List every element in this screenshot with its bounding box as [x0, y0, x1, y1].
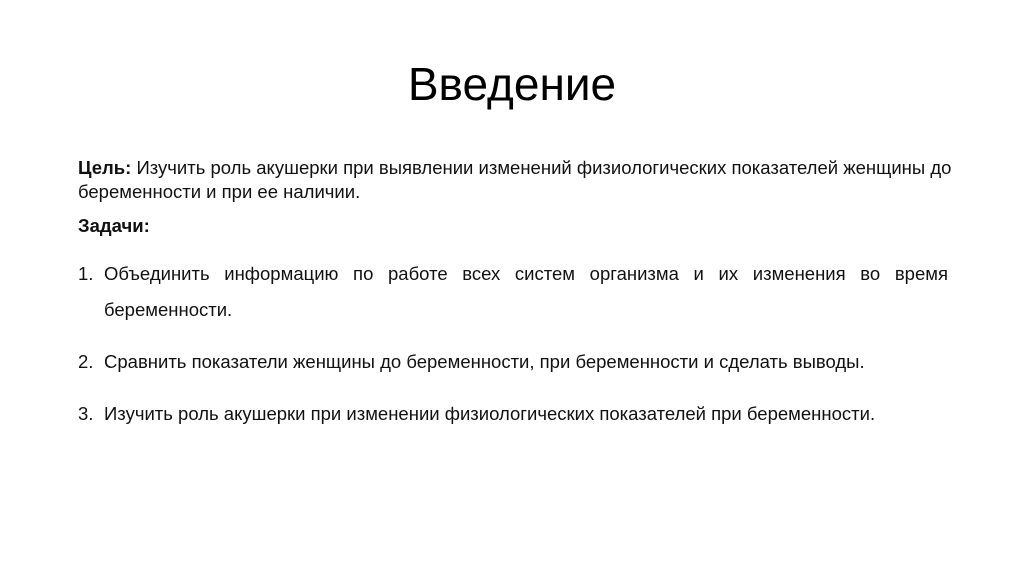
task-item [78, 396, 948, 432]
task-item [78, 256, 948, 328]
task-number: 2. [78, 351, 94, 372]
goal-text: Изучить роль акушерки при выявлении изменений физиологических показателей женщины до беременности и при ее наличии. [78, 157, 952, 202]
task-text: Объединить информацию по работе всех систем организма и их изменения во время беременности. [104, 263, 948, 320]
slide-title: Введение [407, 58, 617, 110]
task-text: Сравнить показатели женщины до беременности, при беременности и сделать выводы. [104, 351, 865, 372]
tasks-heading: Задачи: [78, 215, 150, 236]
task-item [78, 344, 948, 380]
task-text: Изучить роль акушерки при изменении физиологических показателей при беременности. [104, 403, 876, 424]
task-number: 1. [78, 263, 94, 284]
tasks-list [78, 256, 948, 448]
goal-paragraph [78, 156, 958, 204]
task-number: 3. [78, 403, 94, 424]
goal-label: Цель: [78, 157, 132, 178]
